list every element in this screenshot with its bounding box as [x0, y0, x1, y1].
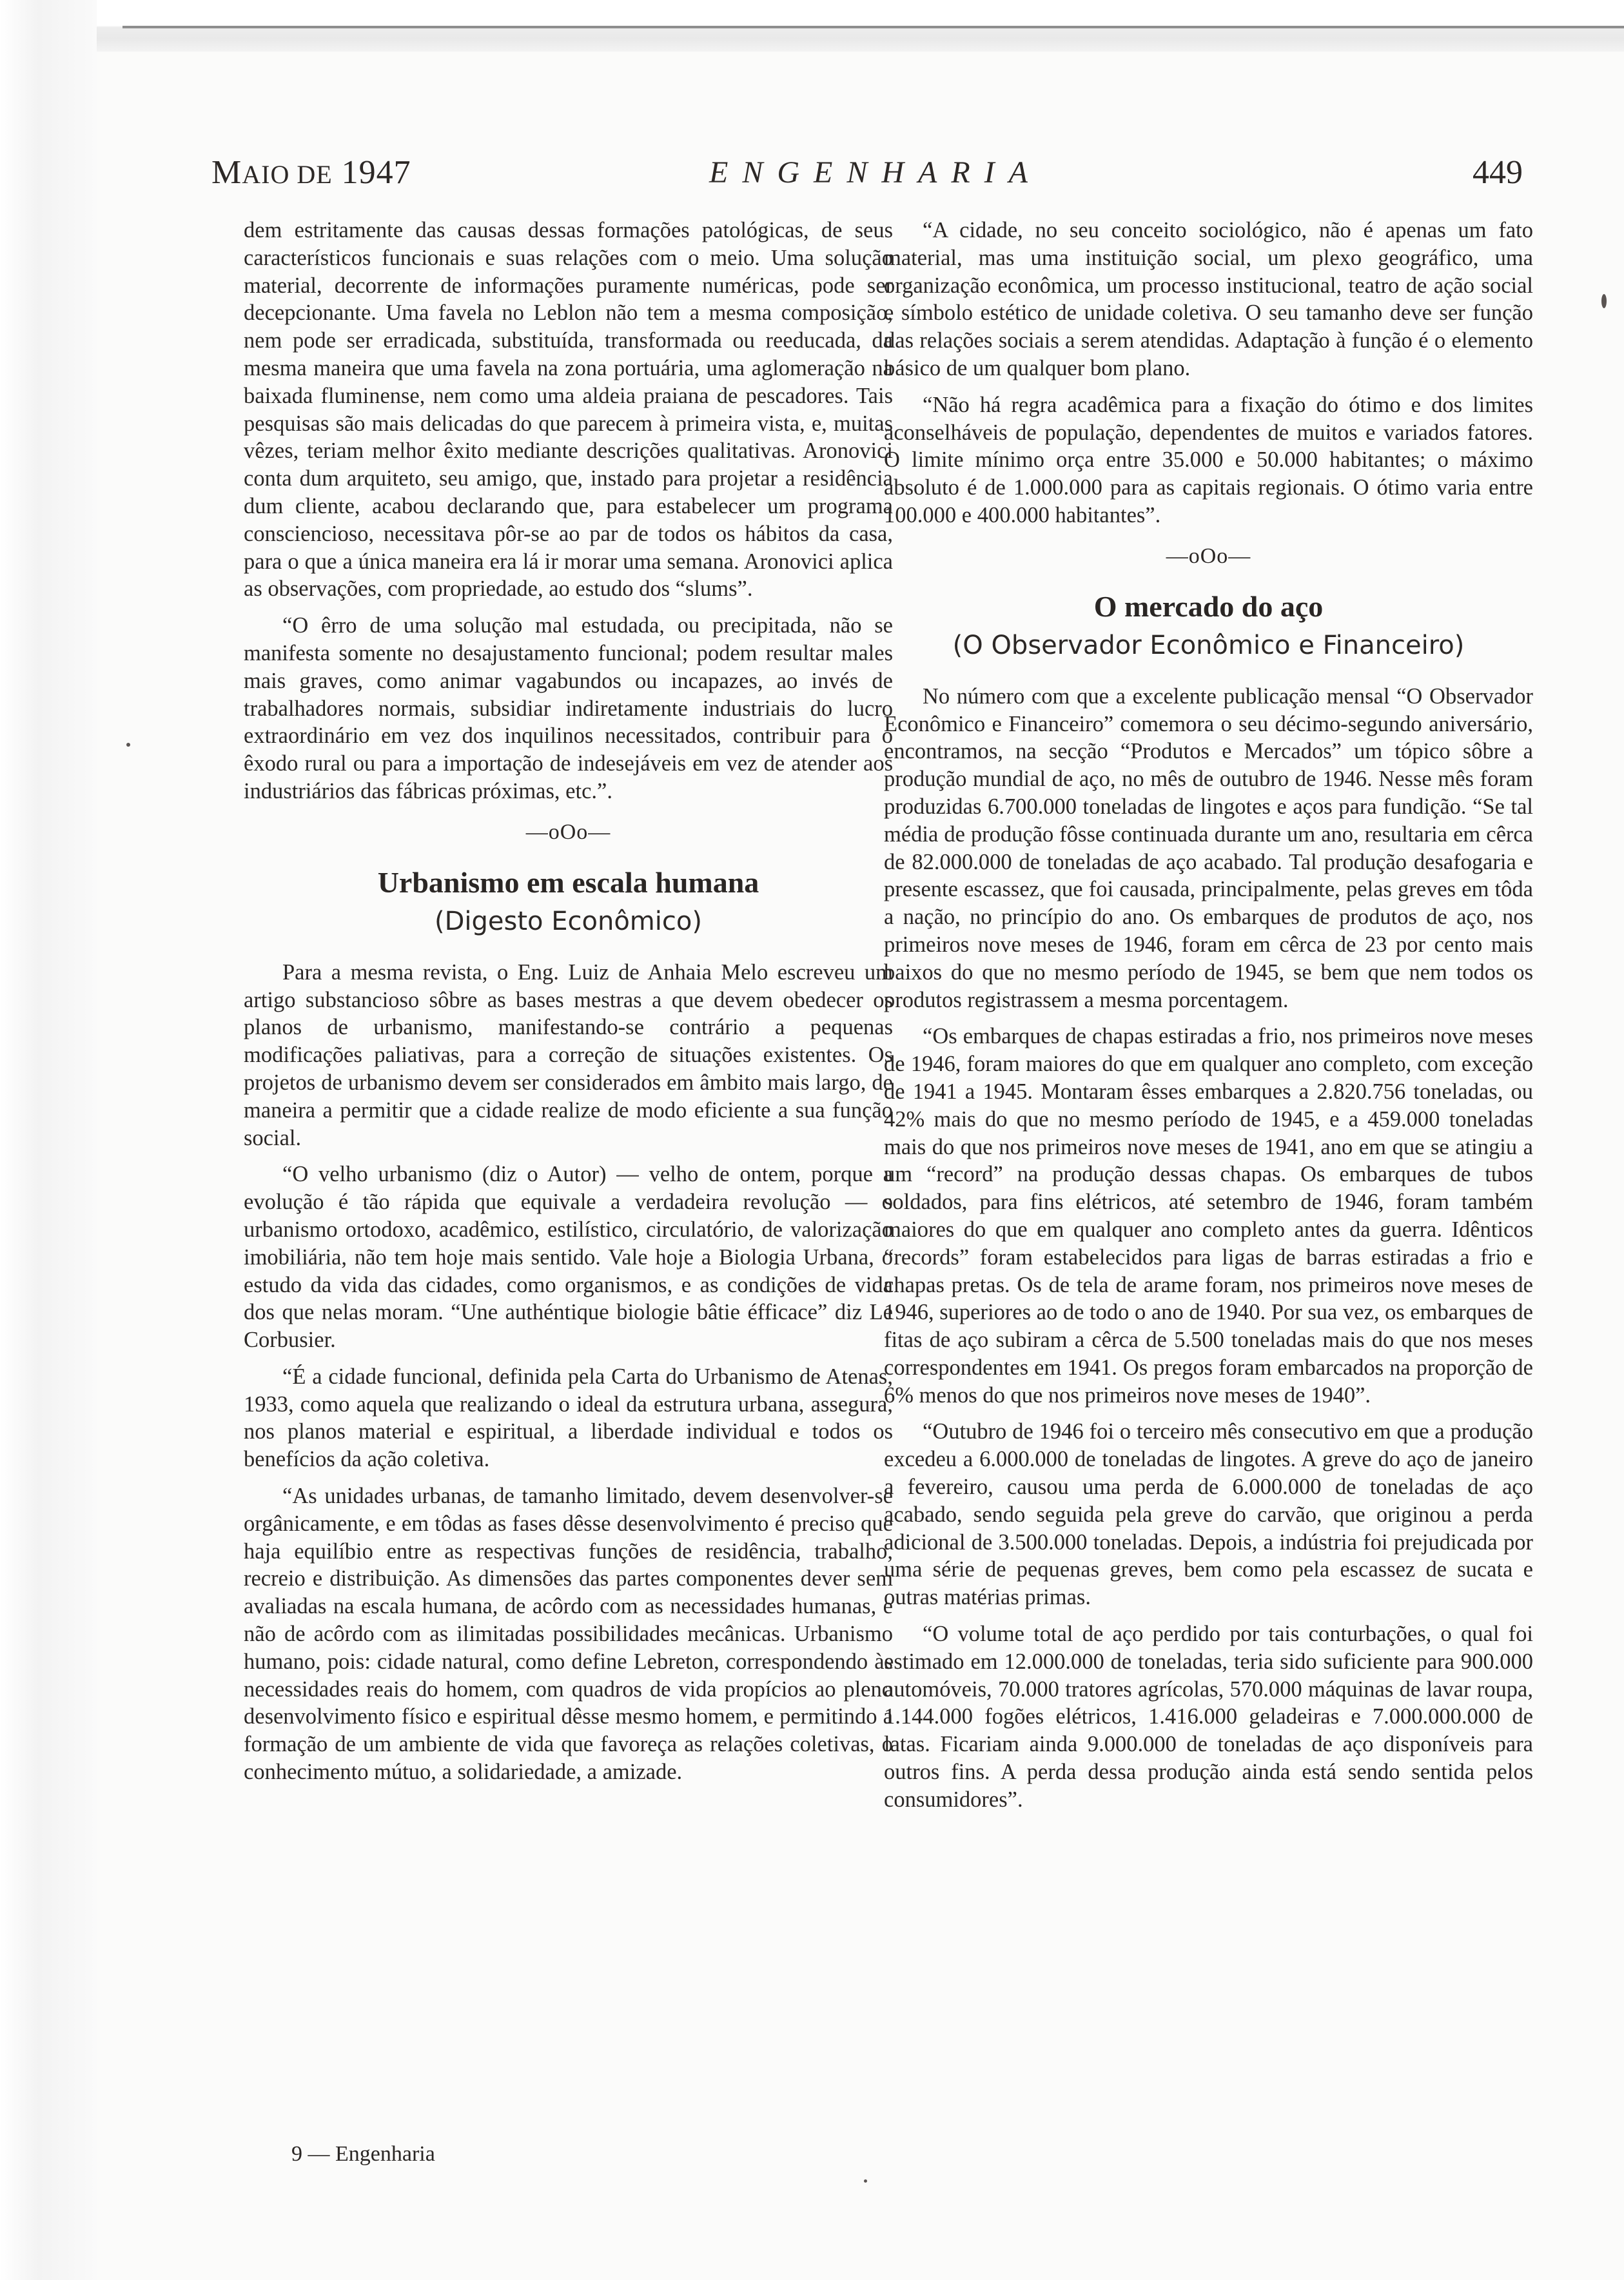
left-column [244, 217, 893, 1795]
scan-edge-line [122, 26, 1624, 28]
section-separator: —oOo— [1166, 544, 1251, 568]
paragraph: Para a mesma revista, o Eng. Luiz de Anhaia Melo escreveu um artigo substancioso sôbre as bases mestras a que devem obedecer os planos de urbanismo, manifestando-se contrário a pequenas modificações paliativas, para a correção de situações existentes. Os projetos de urbanismo devem ser considerados em âmbito mais largo, de maneira a permitir que a cidade realize de modo eficiente a sua função social. [244, 959, 893, 1150]
paragraph: dem estritamente das causas dessas formações patológicas, de seus característicos funcionais e suas relações com o meio. Uma solução material, decorrente de informações puramente numéricas, pode ser decepcionante. Uma favela no Leblon não tem a mesma composição, nem pode ser erradicada, substituída, transformada ou reeducada, da mesma maneira que uma favela na zona portuária, uma aglomeração na baixada fluminense, nem como uma aldeia praiana de pescadores. Tais pesquisas são mais delicadas do que parecem à primeira vista, e, muitas vêzes, teriam melhor êxito mediante descrições qualitativas. Aronovici conta dum arquiteto, seu amigo, que, instado para projetar a residência dum cliente, acabou declarando que, para estabelecer um programa consciencioso, necessitava pôr-se ao par de todos os hábitos da casa, para o que a única maneira era lá ir morar uma semana. Aronovici aplica as observações, com propriedade, ao estudo dos “slums”. [244, 218, 893, 602]
section-separator: —oOo— [525, 820, 611, 844]
section-title: O mercado do aço [1093, 589, 1324, 623]
section-source: (Digesto Econômico) [435, 906, 702, 936]
section-title: Urbanismo em escala humana [377, 865, 759, 899]
right-column [884, 217, 1533, 1823]
paragraph: “O velho urbanismo (diz o Autor) — velho de ontem, porque a evolução é tão rápida que equivale a verdadeira revolução — o urbanismo ortodoxo, acadêmico, estilístico, circulatório, de valorização imobiliária, não tem hoje mais sentido. Vale hoje a Biologia Urbana, o estudo da vida das cidades, como organismos, e as condições de vida dos que nelas moram. “Une authéntique biologie bâtie éfficace” diz Le Corbusier. [244, 1162, 893, 1353]
paragraph: “O êrro de uma solução mal estudada, ou precipitada, não se manifesta somente no desajustamento funcional; podem resultar males mais graves, como animar vagabundos ou incapazes, ao invés de trabalhadores normais, subsidiar indiretamente industriais do lucro extraordinário em vez dos inquilinos necessitados, contribuir para o êxodo rural ou para a importação de indesejáveis em vez de atender aos industriários das fábricas próximas, etc.”. [244, 613, 893, 803]
scan-speck [864, 2179, 867, 2183]
running-header-date [211, 147, 411, 199]
paragraph: No número com que a excelente publicação mensal “O Observador Econômico e Financeiro” comemora o seu décimo-segundo aniversário, encontramos, na secção “Produtos e Mercados” um tópico sôbre a produção mundial de aço, no mês de outubro de 1946. Nesse mês foram produzidas 6.700.000 toneladas de lingotes e aços para fundição. “Se tal média de produção fôsse continuada durante um ano, resultaria em cêrca de 82.000.000 de toneladas de aço acabado. Tal produção desafogaria e presente escassez, que foi causada, principalmente, pelas greves em tôda a nação, no princípio do ano. Os embarques de produtos de aço, nos primeiros nove meses de 1946, foram em cêrca de 23 por cento mais baixos do que no mesmo período de 1945, se bem que nem todos os produtos registrassem a mesma porcentagem. [884, 683, 1533, 1012]
scan-speck [1601, 294, 1607, 308]
page-footer: 9 — Engenharia [291, 2142, 435, 2166]
date-year: 1947 [341, 154, 411, 191]
paragraph: “Não há regra acadêmica para a fixação do ótimo e dos limites aconselháveis de população, dependentes de muitos e variados fatores. O limite mínimo orça entre 35.000 e 50.000 habitantes; o máximo absoluto é de 1.000.000 para as capitais regionais. O ótimo varia entre 100.000 e 400.000 habitantes”. [884, 392, 1533, 527]
paragraph: “A cidade, no seu conceito sociológico, não é apenas um fato material, mas uma instituição social, um plexo geográfico, uma organização econômica, um processo institucional, teatro de ação social e símbolo estético de unidade coletiva. O seu tamanho deve ser função das relações sociais a serem atendidas. Adaptação à função é o elemento básico de um qualquer bom plano. [884, 218, 1533, 380]
paragraph: “O volume total de aço perdido por tais conturbações, o qual foi estimado em 12.000.000 de toneladas, teria sido suficiente para 900.000 automóveis, 70.000 tratores agrícolas, 570.000 máquinas de lavar roupa, 1.144.000 fogões elétricos, 1.416.000 geladeiras e 7.000.000.000 de latas. Ficariam ainda 9.000.000 de toneladas de aço disponíveis para outros fins. A perda dessa produção ainda está sendo sentida pelos consumidores”. [884, 1622, 1533, 1812]
running-header-journal: ENGENHARIA [709, 155, 1042, 190]
paragraph: “Os embarques de chapas estiradas a frio, nos primeiros nove meses de 1946, foram maiores do que em qualquer ano completo, com exceção de 1941 a 1945. Montaram êsses embarques a 2.820.756 toneladas, ou 42% mais do que no mesmo período de 1945, e a 459.000 toneladas mais do que nos primeiros nove meses de 1941, ano em que se atingiu a um “record” na produção dessas chapas. Os embarques de tubos soldados, para fins elétricos, até setembro de 1946, foram também maiores do que em qualquer ano completo antes da guerra. Idênticos “records” foram estabelecidos para ligas de barras estiradas a frio e chapas pretas. Os de tela de arame foram, nos primeiros nove meses de 1946, superiores ao de todo o ano de 1940. Por sua vez, os embarques de fitas de aço subiram a cêrca de 5.500 toneladas mais do que nos meses correspondentes em 1941. Os pregos foram embarcados na proporção de 6% menos do que nos primeiros nove meses de 1940”. [884, 1024, 1533, 1408]
date-initial: M [211, 154, 242, 191]
paragraph: “Outubro de 1946 foi o terceiro mês consecutivo em que a produção excedeu a 6.000.000 de toneladas de lingotes. A greve do aço de janeiro a fevereiro, causou uma perda de 6.000.000 de toneladas de aço acabado, sendo seguida pela greve do carvão, que originou a perda adicional de 3.500.000 toneladas. Depois, a indústria foi prejudicada por uma série de pequenas greves, bem como pela escassez de sucata e outras matérias primas. [884, 1419, 1533, 1610]
date-month-smallcaps: AIO DE [242, 160, 333, 189]
scan-shadow-left [0, 0, 97, 2280]
section-source: (O Observador Econômico e Financeiro) [952, 630, 1465, 660]
page-number: 449 [1472, 154, 1523, 191]
paragraph: “É a cidade funcional, definida pela Carta do Urbanismo de Atenas, 1933, como aquela que realizando o ideal da estrutura urbana, assegura, nos planos material e espiritual, a liberdade individual e todos os benefícios da ação coletiva. [244, 1364, 893, 1472]
scan-speck [126, 743, 130, 747]
paragraph: “As unidades urbanas, de tamanho limitado, devem desenvolver-se orgânicamente, e em tôdas as fases dêsse desenvolvimento é preciso que haja equilíbio entre as respectivas funções de residência, trabalho, recreio e distribuição. As dimensões das partes componentes dever sem avaliadas na escala humana, de acôrdo com as necessidades humanas, e não de acôrdo com as ilimitadas possibilidades mecânicas. Urbanismo humano, pois: cidade natural, como define Lebreton, correspondendo às necessidades reais do homem, com quadros de vida propícios ao pleno desenvolvimento físico e espiritual dêsse mesmo homem, e permitindo a formação de um ambiente de vida que favoreça as relações coletivas, o conhecimento mútuo, a solidariedade, a amizade. [244, 1484, 893, 1785]
